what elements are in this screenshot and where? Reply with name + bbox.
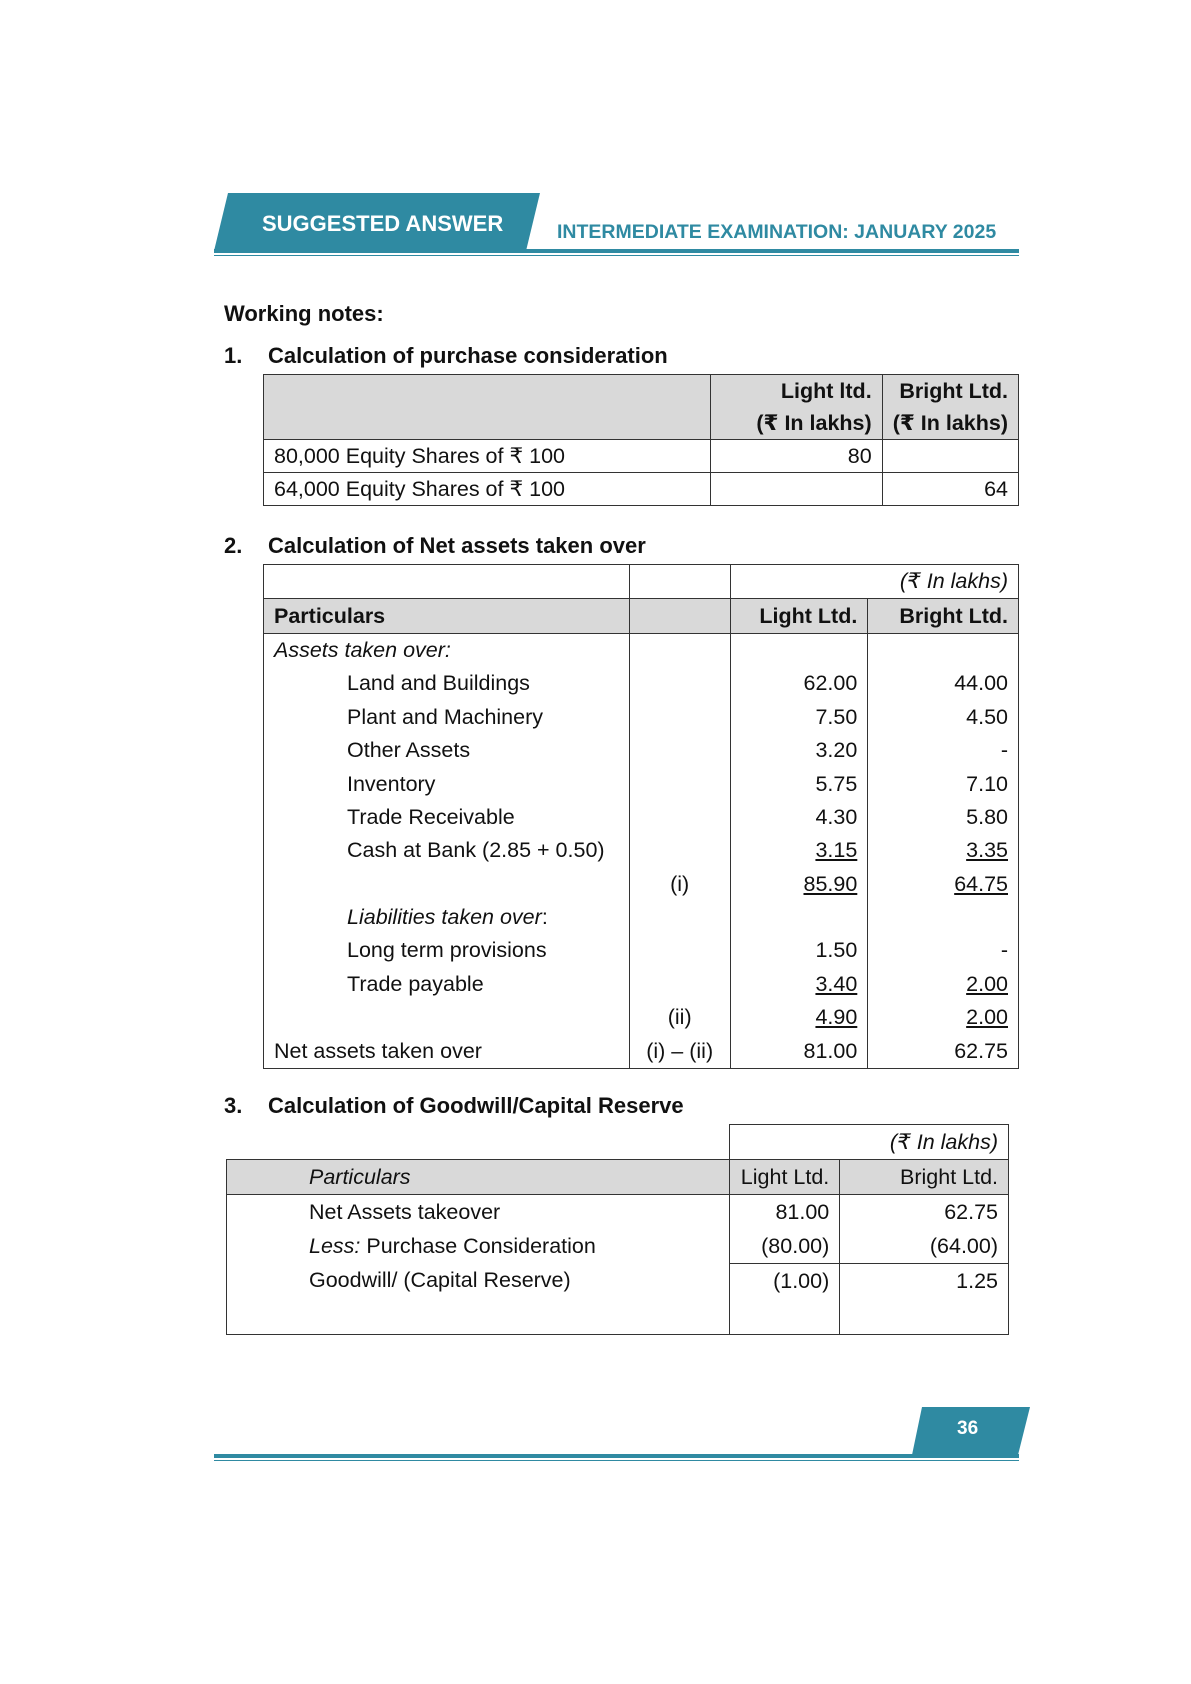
bright-value: 7.10	[868, 767, 1019, 800]
note1-number: 1.	[224, 343, 243, 368]
net-assets-row	[264, 1034, 1019, 1068]
row-label: 64,000 Equity Shares of ₹ 100	[264, 473, 711, 506]
light-value: 5.75	[730, 767, 868, 800]
bright-value: 44.00	[868, 667, 1019, 700]
header-blank-cell	[264, 375, 711, 440]
note1-title: Calculation of purchase consideration	[268, 343, 668, 368]
header-rule-thin	[214, 255, 1019, 256]
section-heading-row	[264, 901, 1019, 934]
subtotal-row	[264, 868, 1019, 901]
liabilities-heading: Liabilities taken over:	[264, 901, 630, 934]
table-row	[227, 1195, 1009, 1230]
row-label: Trade payable	[264, 968, 630, 1001]
table-row	[264, 701, 1019, 734]
page-number: 36	[957, 1418, 979, 1439]
section-heading-row	[264, 633, 1019, 667]
bright-value: 2.00	[868, 1001, 1019, 1034]
bright-value: 62.75	[868, 1034, 1019, 1068]
row-label: Less: Purchase Consideration	[227, 1229, 730, 1264]
ref-label: (i)	[629, 868, 730, 901]
row-label: Land and Buildings	[264, 667, 630, 700]
bright-value: -	[868, 934, 1019, 967]
bright-value: 64	[882, 473, 1018, 506]
light-value: 85.90	[730, 868, 868, 901]
table-row	[264, 734, 1019, 767]
unit-row	[264, 565, 1019, 599]
table-row	[264, 968, 1019, 1001]
bright-value: 64.75	[868, 868, 1019, 901]
note3-number: 3.	[224, 1093, 243, 1118]
row-label: Plant and Machinery	[264, 701, 630, 734]
col-header-particulars: Particulars	[227, 1160, 730, 1195]
table-row	[264, 934, 1019, 967]
bright-value: 4.50	[868, 701, 1019, 734]
table-row	[264, 834, 1019, 867]
light-value: 1.50	[730, 934, 868, 967]
row-label: Cash at Bank (2.85 + 0.50)	[264, 834, 630, 867]
light-value: 81.00	[730, 1034, 868, 1068]
light-value: 3.20	[730, 734, 868, 767]
row-label: Trade Receivable	[264, 801, 630, 834]
footer-rule-thin	[214, 1460, 1019, 1461]
table-row	[227, 1229, 1009, 1264]
row-label: Net assets taken over	[264, 1034, 630, 1068]
exam-title: INTERMEDIATE EXAMINATION: JANUARY 2025	[557, 221, 997, 243]
row-label: 80,000 Equity Shares of ₹ 100	[264, 440, 711, 473]
light-value: 3.15	[730, 834, 868, 867]
light-value: 80	[711, 440, 883, 473]
row-label: Net Assets takeover	[227, 1195, 730, 1230]
light-value: 4.90	[730, 1001, 868, 1034]
col-header-particulars: Particulars	[264, 599, 630, 633]
table-row	[264, 667, 1019, 700]
note2-number: 2.	[224, 533, 243, 558]
table-row	[264, 473, 1019, 506]
table-row	[264, 767, 1019, 800]
bright-value	[882, 440, 1018, 473]
light-value: 81.00	[730, 1195, 840, 1230]
table-row	[227, 1264, 1009, 1299]
bright-value: -	[868, 734, 1019, 767]
bright-value: 2.00	[868, 968, 1019, 1001]
net-assets-table	[263, 564, 1019, 1069]
bright-value: 5.80	[868, 801, 1019, 834]
header-tab-label: SUGGESTED ANSWER	[262, 211, 504, 236]
light-value: 7.50	[730, 701, 868, 734]
goodwill-table	[226, 1124, 1009, 1335]
table-header-row	[227, 1160, 1009, 1195]
table-row	[264, 801, 1019, 834]
col-header-bright: Bright Ltd.	[840, 1160, 1009, 1195]
working-notes-title: Working notes:	[224, 301, 384, 326]
note3-title: Calculation of Goodwill/Capital Reserve	[268, 1093, 684, 1118]
light-value	[711, 473, 883, 506]
row-label: Goodwill/ (Capital Reserve)	[227, 1264, 730, 1299]
col-header-bright: Bright Ltd.	[868, 599, 1019, 633]
table-row	[227, 1298, 1009, 1335]
ref-label: (i) – (ii)	[629, 1034, 730, 1068]
unit-label: (₹ In lakhs)	[730, 565, 1018, 599]
light-value: (80.00)	[730, 1229, 840, 1264]
bright-value: 1.25	[840, 1264, 1009, 1299]
light-value: 3.40	[730, 968, 868, 1001]
header-rule	[214, 249, 1019, 253]
light-value: 4.30	[730, 801, 868, 834]
unit-row	[227, 1125, 1009, 1160]
table-row	[264, 440, 1019, 473]
purchase-consideration-table	[263, 374, 1019, 506]
col-header-bright: Bright Ltd. (₹ In lakhs)	[882, 375, 1018, 440]
footer-rule	[214, 1454, 1019, 1458]
light-value: (1.00)	[730, 1264, 840, 1299]
note2-title: Calculation of Net assets taken over	[268, 533, 646, 558]
assets-heading: Assets taken over:	[264, 633, 630, 667]
unit-label: (₹ In lakhs)	[730, 1125, 1009, 1160]
bright-value: 62.75	[840, 1195, 1009, 1230]
table-header-row	[264, 375, 1019, 440]
bright-value: (64.00)	[840, 1229, 1009, 1264]
row-label: Inventory	[264, 767, 630, 800]
col-header-light: Light Ltd.	[730, 1160, 840, 1195]
ref-label: (ii)	[629, 1001, 730, 1034]
col-header-light: Light Ltd.	[730, 599, 868, 633]
light-value: 62.00	[730, 667, 868, 700]
table-header-row	[264, 599, 1019, 633]
subtotal-row	[264, 1001, 1019, 1034]
row-label: Other Assets	[264, 734, 630, 767]
bright-value: 3.35	[868, 834, 1019, 867]
col-header-light: Light ltd. (₹ In lakhs)	[711, 375, 883, 440]
row-label: Long term provisions	[264, 934, 630, 967]
